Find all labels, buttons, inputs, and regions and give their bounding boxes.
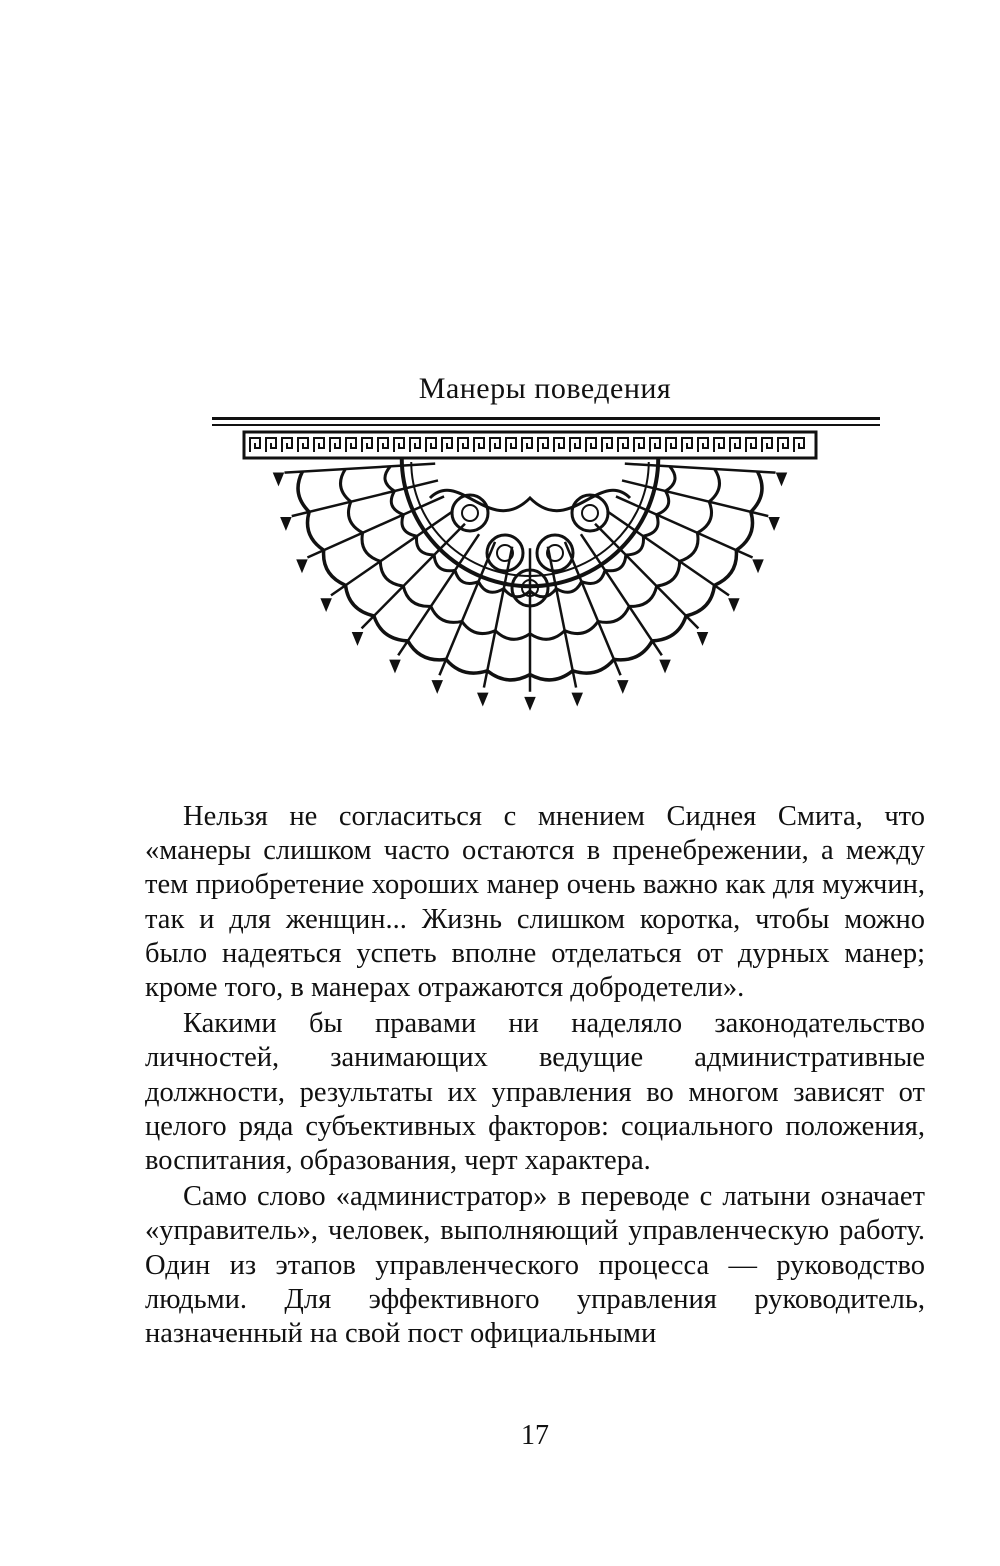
title-rule-thick: [212, 417, 880, 420]
body-text: [145, 800, 925, 1351]
decorative-half-rosette-icon: [240, 428, 820, 728]
chapter-title: Манеры поведения: [418, 372, 672, 405]
paragraph: Нельзя не согласиться с мнением Сиднея Смита, что «манеры слишком часто остаются в пренебрежении, а между тем приобретение хороших манер очень важно как для мужчин, так и для женщин... Жизнь слишком коротка, чтобы можно было надеяться успеть вполне отделаться от дурных манер; кроме того, в манерах отражаются добродетели».: [145, 801, 925, 1004]
paragraph: Какими бы правами ни наделяло законодательство личностей, занимающих ведущие административные должности, результаты их управления во многом зависят от целого ряда субъективных факторов: социального положения, воспитания, образования, черт характера.: [145, 1008, 925, 1177]
page-number: 17: [521, 1420, 549, 1451]
paragraph: Само слово «администратор» в переводе с латыни означает «управитель», человек, выполняющий управленческую работу. Один из этапов управленческого процесса — руководство людьми. Для эффективного управления руководитель, назначенный на свой пост официальными: [145, 1181, 925, 1350]
title-rule-thin: [212, 424, 880, 426]
